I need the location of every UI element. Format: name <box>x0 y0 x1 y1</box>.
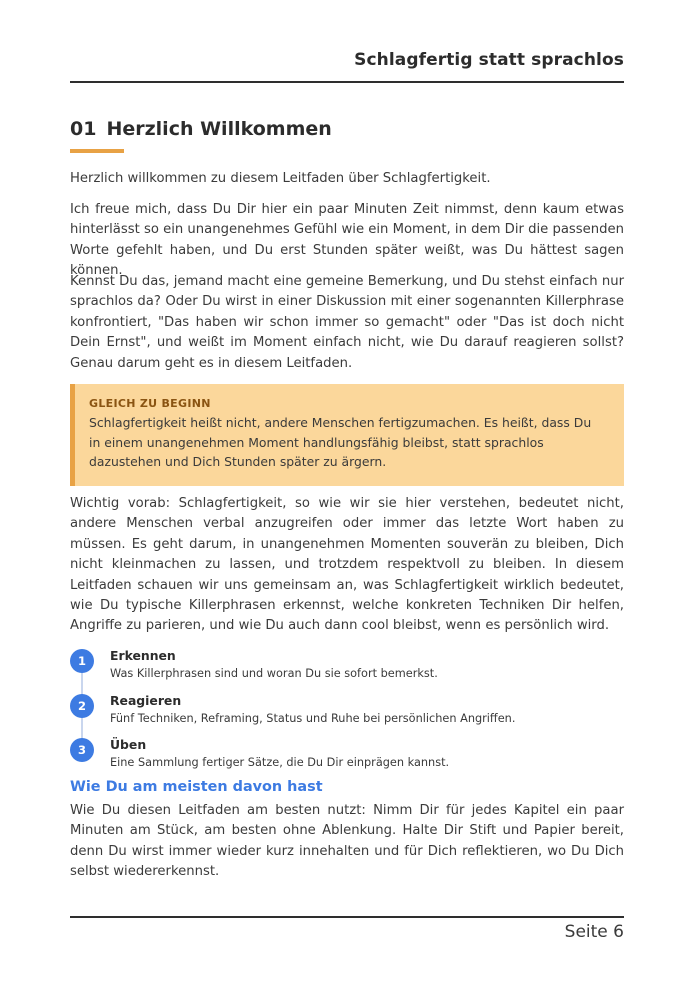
section-heading: Wie Du am meisten davon hast <box>70 779 323 795</box>
step-item <box>70 646 624 690</box>
step-title: Üben <box>110 737 147 752</box>
chapter-title <box>70 118 332 140</box>
footer-divider <box>70 916 624 918</box>
chapter-number: 01 <box>70 118 97 140</box>
step-title: Reagieren <box>110 693 182 708</box>
body-paragraph: Wichtig vorab: Schlagfertigkeit, so wie wir sie hier verstehen, bedeutet nicht, andere Menschen verbal anzugreifen oder immer das letzte Wort haben zu müssen. Es geht darum, in unangenehmen Momenten souverän zu bleiben, Dich nicht kleinmachen zu lassen, und trotzdem respektvoll zu bleiben. In diesem Leitfaden schauen wir uns gemeinsam an, was Schlagfertigkeit wirklich bedeutet, wie Du typische Killerphrasen erkennst, welche konkreten Techniken Dir helfen, Angriffe zu parieren, und wie Du auch dann cool bleibst, wenn es persönlich wird. <box>70 496 624 634</box>
step-item <box>70 691 624 735</box>
callout-box <box>70 384 624 486</box>
step-number-badge: 3 <box>70 738 94 762</box>
body-paragraph: Ich freue mich, dass Du Dir hier ein paar Minuten Zeit nimmst, denn kaum etwas hinterlässt so ein unangenehmes Gefühl wie ein Moment, in dem Dir die passenden Worte gefehlt haben, und Du erst Stunden später weißt, was Du hättest sagen können. <box>70 202 624 279</box>
step-number-badge: 2 <box>70 694 94 718</box>
callout-title: GLEICH ZU BEGINN <box>89 397 211 410</box>
step-description: Eine Sammlung fertiger Sätze, die Du Dir einprägen kannst. <box>110 756 450 769</box>
chapter-heading: Herzlich Willkommen <box>106 118 332 140</box>
header-divider <box>70 81 624 83</box>
page-number: Seite 6 <box>564 922 624 942</box>
step-description: Was Killerphrasen sind und woran Du sie sofort bemerkst. <box>110 667 438 680</box>
step-number-badge: 1 <box>70 649 94 673</box>
running-header: Schlagfertig statt sprachlos <box>354 50 624 70</box>
body-paragraph: Kennst Du das, jemand macht eine gemeine Bemerkung, und Du stehst einfach nur sprachlos da? Oder Du wirst in einer Diskussion mit einer sogenannten Killerphrase konfrontiert, "Das haben wir schon immer so gemacht" oder "Das ist doch nicht Dein Ernst", und weißt im Moment einfach nicht, wie Du darauf reagieren sollst? Genau darum geht es in diesem Leitfaden. <box>70 274 624 371</box>
step-description: Fünf Techniken, Reframing, Status und Ruhe bei persönlichen Angriffen. <box>110 712 516 725</box>
step-title: Erkennen <box>110 648 176 663</box>
section-paragraph: Wie Du diesen Leitfaden am besten nutzt: Nimm Dir für jedes Kapitel ein paar Minuten am Stück, am besten ohne Ablenkung. Halte Dir Stift und Papier bereit, denn Du wirst immer wieder kurz innehalten und für Dich reflektieren, wo Du Dich selbst wiedererkennst. <box>70 803 624 880</box>
title-accent-bar <box>70 149 124 153</box>
callout-body: Schlagfertigkeit heißt nicht, andere Menschen fertigzumachen. Es heißt, dass Du in einem unangenehmen Moment handlungsfähig bleibst, statt sprachlos dazustehen und Dich Stunden später zu ärgern. <box>89 415 592 470</box>
step-item <box>70 735 624 779</box>
intro-paragraph: Herzlich willkommen zu diesem Leitfaden über Schlagfertigkeit. <box>70 171 491 186</box>
